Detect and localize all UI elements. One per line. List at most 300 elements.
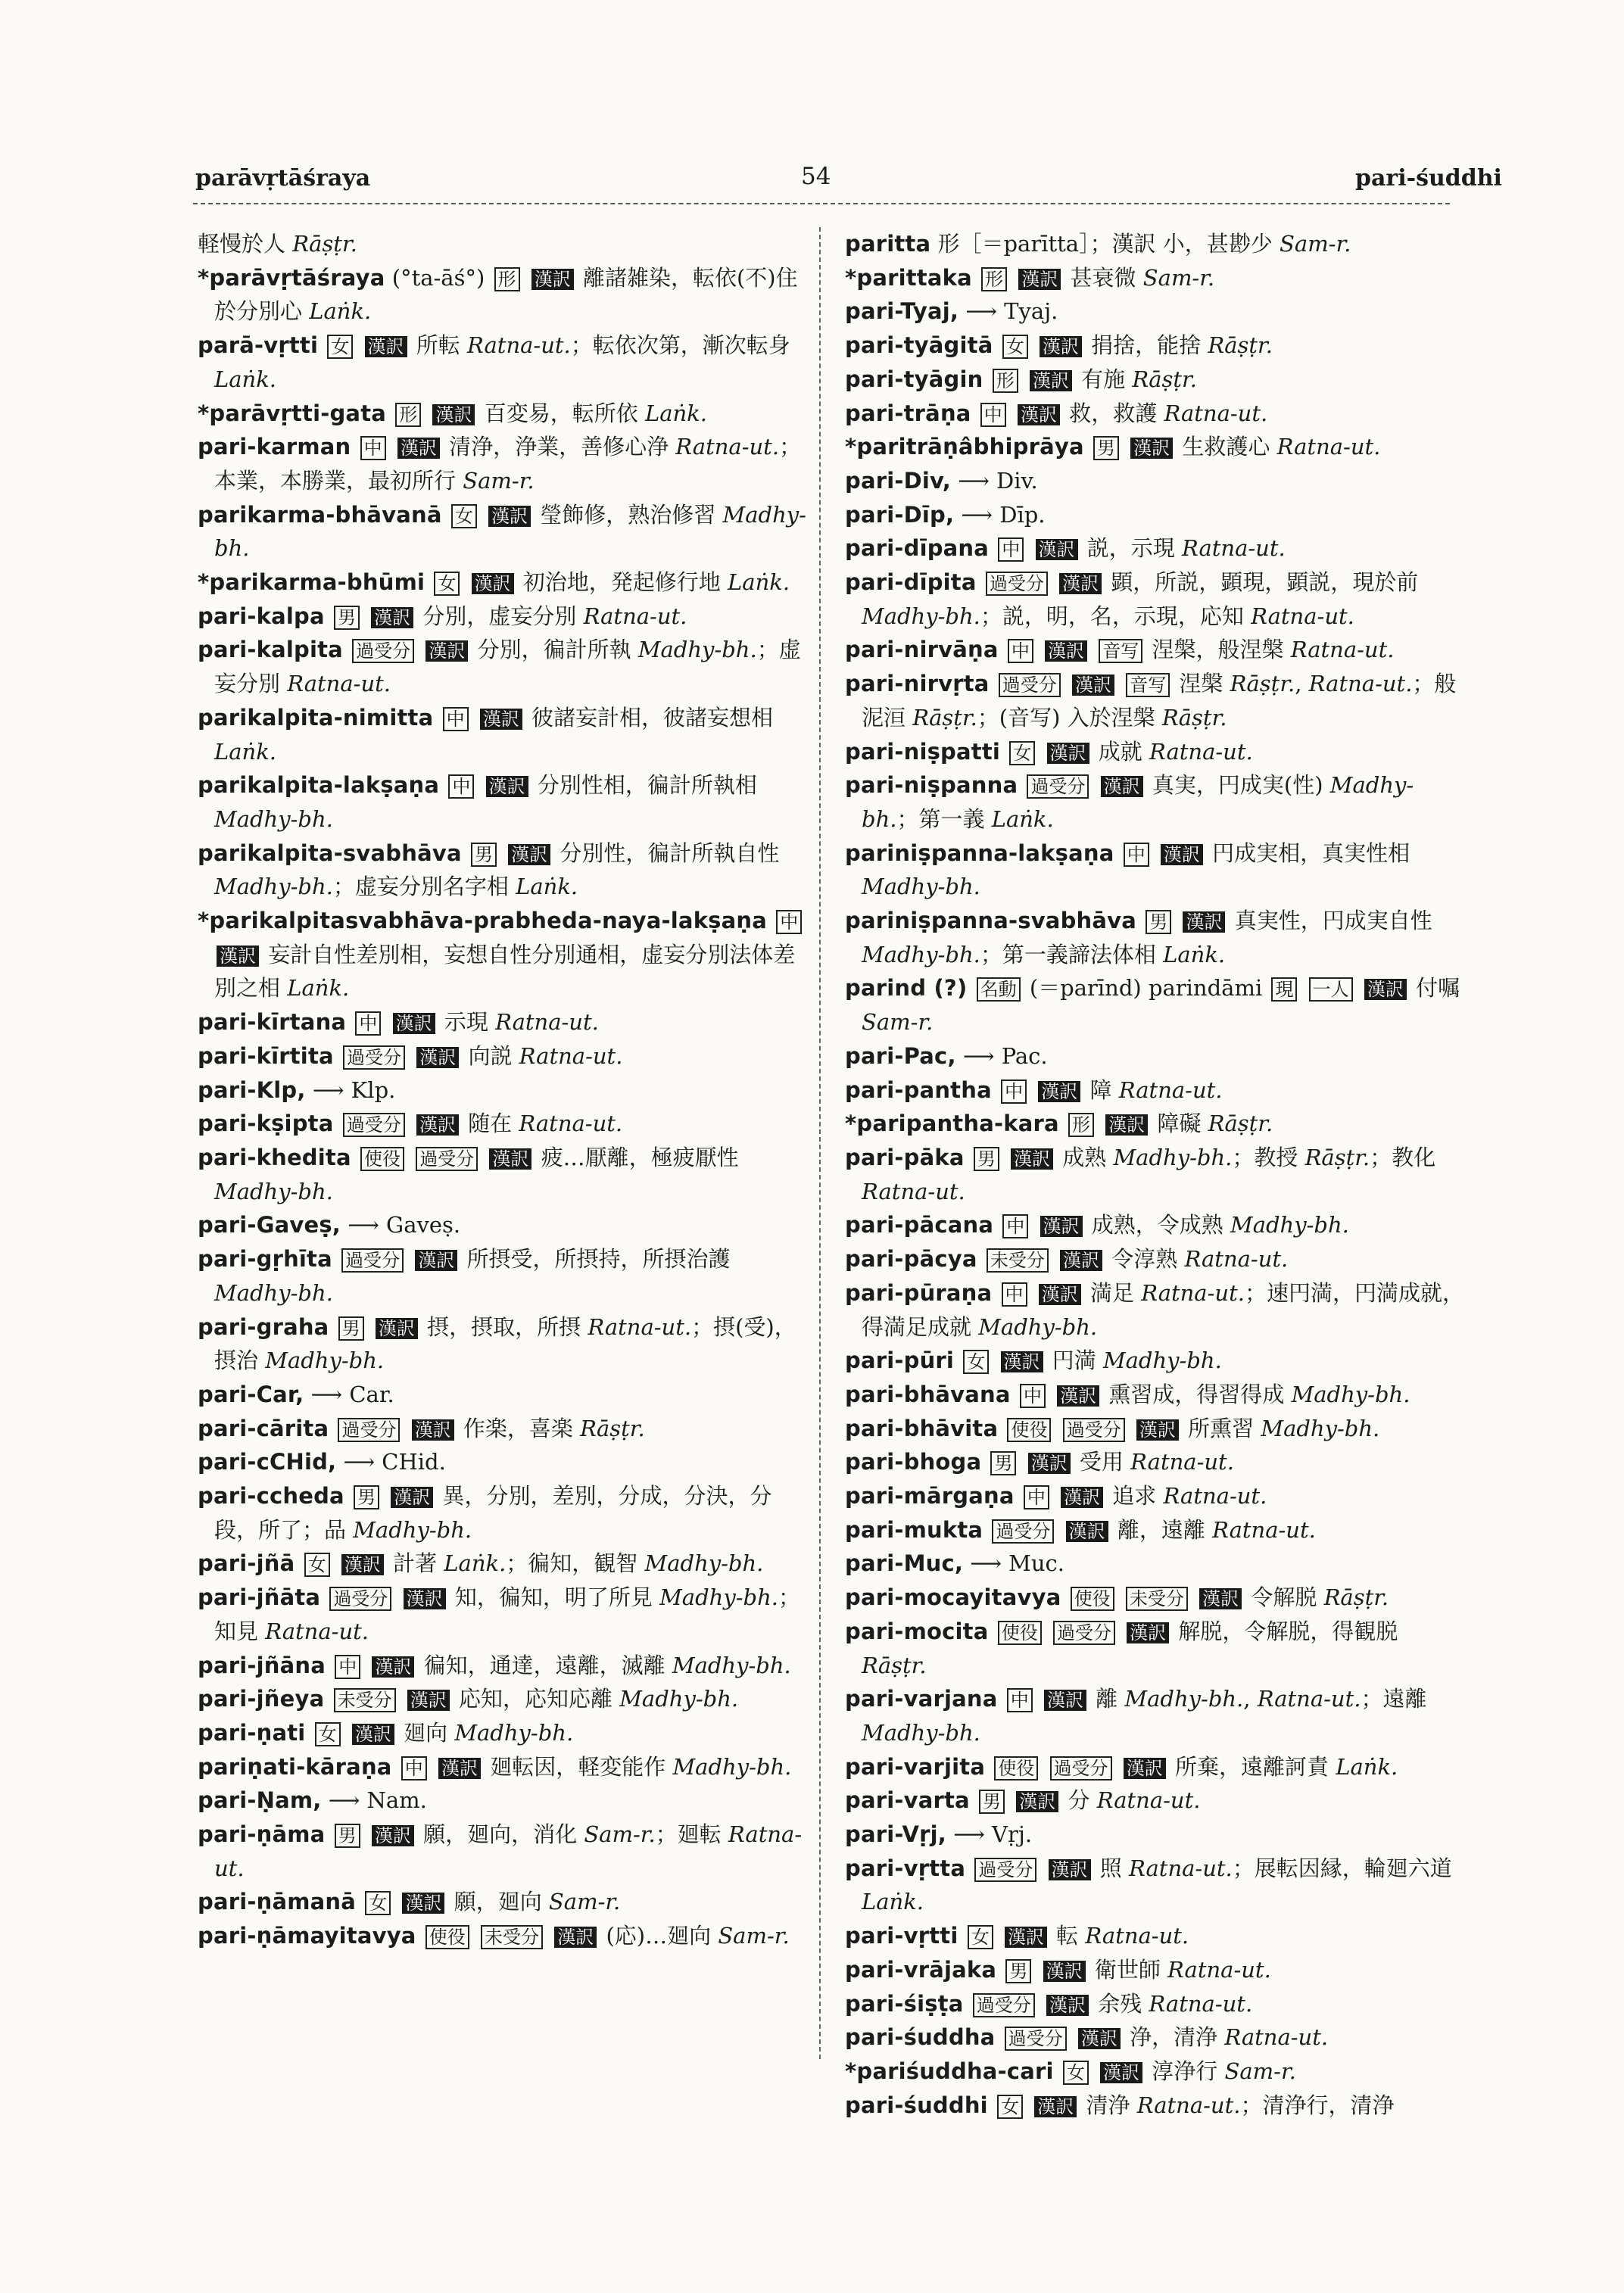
kanyaku-label: 漢訳	[486, 776, 528, 797]
headword: parikalpita-nimitta	[198, 704, 434, 731]
source-abbreviation: Madhy-bh.	[1261, 1415, 1380, 1441]
dictionary-entry: *paritrāṇâbhiprāya 男 漢訳 生救護心 Ratna-ut.	[845, 434, 1381, 460]
dictionary-entry: pari-jñāta 過受分 漢訳 知，徧知，明了所見 Madhy-bh.；知見 Ratna-ut.	[198, 1584, 800, 1644]
headword: pari-bhoga	[845, 1449, 982, 1475]
source-abbreviation: Laṅk.	[516, 874, 578, 900]
grammar-tag: 中	[980, 403, 1006, 427]
dictionary-entry: pari-kṣipta 過受分 漢訳 随在 Ratna-ut.	[198, 1111, 623, 1137]
dictionary-entry: pari-graha 男 漢訳 摂，摂取，所摂 Ratna-ut.；摂(受)，摂治 Madhy-bh.	[198, 1313, 796, 1374]
source-abbreviation: Madhy-bh.	[659, 1584, 778, 1611]
dictionary-entry: pari-pāka 男 漢訳 成熟 Madhy-bh.；教授 Rāṣṭr.；教化 Ratna-ut.	[845, 1144, 1436, 1204]
headword: pari-ṇāmanā	[198, 1889, 357, 1915]
grammar-tag: 女	[315, 1722, 341, 1746]
grammar-tag: 中	[443, 707, 469, 731]
grammar-tag: 男	[1146, 910, 1171, 934]
headword: paritta	[845, 231, 931, 257]
grammar-tag: 過受分	[1050, 1756, 1112, 1781]
kanyaku-label: 漢訳	[352, 1724, 394, 1745]
source-abbreviation: Ratna-ut.	[519, 1111, 623, 1137]
source-abbreviation: Ratna-ut.	[265, 1618, 369, 1644]
kanyaku-label: 漢訳	[404, 1588, 446, 1609]
headword: pari-trāṇa	[845, 400, 971, 426]
grammar-tag: 過受分	[329, 1587, 391, 1611]
source-abbreviation: Rāṣṭr.	[292, 231, 357, 257]
dictionary-entry: pari-varta 男 漢訳 分 Ratna-ut.	[845, 1787, 1201, 1814]
source-abbreviation: Madhy-bh.	[1124, 1686, 1244, 1712]
headword: pari-cCHid,	[198, 1449, 337, 1475]
headword: pari-kalpita	[198, 637, 343, 663]
source-abbreviation: Madhy-bh.	[672, 1652, 791, 1678]
source-abbreviation: Ratna-ut.	[1290, 637, 1395, 663]
grammar-tag: 女	[434, 572, 460, 596]
source-abbreviation: Ratna-ut.	[1212, 1516, 1316, 1543]
column-separator	[819, 227, 821, 2059]
grammar-tag: 過受分	[1063, 1418, 1125, 1442]
headword: pari-śuddhi	[845, 2092, 988, 2118]
grammar-tag: 未受分	[1126, 1587, 1188, 1611]
source-abbreviation: Madhy-bh.	[214, 874, 333, 900]
headword: *paripantha-kara	[845, 1111, 1059, 1137]
grammar-tag: 過受分	[1053, 1621, 1115, 1645]
headword: pari-khedita	[198, 1144, 351, 1170]
grammar-tag: 中	[335, 1655, 360, 1679]
headword: pari-pūraṇa	[845, 1279, 993, 1306]
grammar-tag: 過受分	[974, 1858, 1036, 1882]
grammar-tag: 女	[327, 335, 353, 359]
grammar-tag: 中	[1020, 1384, 1046, 1408]
grammar-tag: 中	[1002, 1282, 1027, 1307]
grammar-tag: 一人	[1309, 977, 1353, 1002]
dictionary-entry: parikalpita-svabhāva 男 漢訳 分別性，徧計所執自性 Madhy-bh.；虚妄分別名字相 Laṅk.	[198, 840, 780, 900]
dictionary-entry: pari-bhāvana 中 漢訳 熏習成，得習得成 Madhy-bh.	[845, 1381, 1410, 1407]
source-abbreviation: Madhy-bh.	[862, 1719, 980, 1746]
dictionary-entry: pari-nirvṛta 過受分 漢訳 音写 涅槃 Rāṣṭr., Ratna-ut.；般泥洹 Rāṣṭr.；(音写) 入於涅槃 Rāṣṭr.	[845, 671, 1457, 731]
right-column	[840, 227, 1469, 2122]
headword: pari-mārgaṇa	[845, 1483, 1015, 1509]
dictionary-entry: parā-vṛtti 女 漢訳 所転 Ratna-ut.；転依次第，漸次転身 Laṅk.	[198, 332, 790, 392]
source-abbreviation: Madhy-bh.	[862, 874, 980, 900]
dictionary-entry: pariniṣpanna-svabhāva 男 漢訳 真実性，円成実自性 Madhy-bh.；第一義諦法体相 Laṅk.	[845, 908, 1432, 967]
grammar-tag: 男	[338, 1316, 364, 1341]
dictionary-entry: pari-mukta 過受分 漢訳 離，遠離 Ratna-ut.	[845, 1516, 1316, 1543]
headword: pari-jñāna	[198, 1652, 326, 1678]
grammar-tag: 女	[968, 1925, 993, 1949]
headword: pariniṣpanna-lakṣaṇa	[845, 840, 1114, 866]
source-abbreviation: Ratna-ut.	[1130, 1449, 1234, 1475]
source-abbreviation: Ratna-ut.	[467, 332, 571, 359]
headword: *paritrāṇâbhiprāya	[845, 434, 1084, 460]
grammar-tag: 女	[1063, 2061, 1089, 2085]
source-abbreviation: Rāṣṭr.	[912, 704, 977, 731]
grammar-tag: 中	[1002, 1214, 1028, 1238]
dictionary-entry: parikalpita-lakṣaṇa 中 漢訳 分別性相，徧計所執相 Madhy-bh.	[198, 772, 757, 832]
source-abbreviation: Ratna-ut.	[1167, 1956, 1271, 1983]
kanyaku-label: 漢訳	[1045, 640, 1087, 662]
source-abbreviation: Madhy-bh.	[1102, 1347, 1222, 1374]
dictionary-entry: pari-vṛtti 女 漢訳 転 Ratna-ut.	[845, 1923, 1189, 1949]
grammar-tag: 中	[1008, 639, 1033, 663]
dictionary-entry: pari-pācana 中 漢訳 成熟，令成熟 Madhy-bh.	[845, 1212, 1349, 1238]
grammar-tag: 中	[355, 1011, 381, 1036]
headword: pari-tyāgitā	[845, 332, 993, 359]
kanyaku-label: 漢訳	[1039, 1284, 1081, 1305]
grammar-tag: 中	[1024, 1485, 1049, 1509]
kanyaku-label: 漢訳	[1034, 2096, 1077, 2117]
headword: pari-Div,	[845, 467, 951, 494]
dictionary-entry: pari-kīrtita 過受分 漢訳 向説 Ratna-ut.	[198, 1042, 623, 1069]
source-abbreviation: Madhy-bh.	[862, 603, 980, 629]
headword: pari-vṛtti	[845, 1923, 959, 1949]
grammar-tag: 女	[1002, 335, 1028, 359]
kanyaku-label: 漢訳	[365, 336, 407, 357]
dictionary-entry: pari-ṇāmanā 女 漢訳 願，廻向 Sam-r.	[198, 1889, 621, 1915]
dictionary-entry: *parikalpitasvabhāva-prabheda-naya-lakṣaṇa 中 漢訳 妄計自性差別相，妄想自性分別通相，虚妄分別法体差別之相 Laṅk.	[193, 904, 814, 1005]
headword: pari-kīrtita	[198, 1042, 334, 1069]
kanyaku-label: 漢訳	[402, 1893, 444, 1914]
source-abbreviation: Ratna-ut.	[583, 603, 687, 629]
kanyaku-label: 漢訳	[531, 269, 574, 290]
grammar-tag: 過受分	[986, 572, 1048, 596]
kanyaku-label: 漢訳	[1124, 1758, 1166, 1779]
source-abbreviation: Laṅk.	[728, 569, 790, 596]
grammar-tag: 過受分	[973, 1993, 1035, 2017]
grammar-tag: 形	[494, 267, 520, 291]
dictionary-entry: pari-niṣpatti 女 漢訳 成就 Ratna-ut.	[845, 738, 1253, 765]
source-abbreviation: Ratna-ut.	[1149, 1990, 1253, 2017]
dictionary-entry: parikarma-bhāvanā 女 漢訳 瑩飾修，熟治修習 Madhy-bh.	[198, 501, 806, 562]
headword: pari-śuddha	[845, 2024, 996, 2051]
grammar-tag: 中	[1007, 1688, 1033, 1712]
headword: pari-nirvṛta	[845, 671, 990, 697]
dictionary-entry: *parāvṛtti-gata 形 漢訳 百変易，転所依 Laṅk.	[198, 400, 707, 426]
dictionary-entry: pari-dīpita 過受分 漢訳 顕，所説，顕現，顕説，現於前 Madhy-bh.；説，明，名，示現，応知 Ratna-ut.	[845, 569, 1419, 629]
dictionary-entry: pari-pūri 女 漢訳 円満 Madhy-bh.	[845, 1347, 1222, 1374]
source-abbreviation: Madhy-bh.	[644, 1550, 764, 1577]
source-abbreviation: Madhy-bh.	[619, 1686, 739, 1712]
kanyaku-label: 漢訳	[1105, 1114, 1148, 1136]
source-abbreviation: Rāṣṭr.	[1208, 332, 1273, 359]
headword: pari-śiṣṭa	[845, 1990, 964, 2017]
kanyaku-label: 漢訳	[416, 1114, 459, 1136]
source-abbreviation: Ratna-ut.	[1141, 1279, 1245, 1306]
source-abbreviation: Rāṣṭr.	[1304, 1144, 1370, 1170]
dictionary-entry: pari-karman 中 漢訳 清浄，浄業，善修心浄 Ratna-ut.；本業，本勝業，最初所行 Sam-r.	[198, 434, 802, 494]
source-abbreviation: Rāṣṭr.	[1323, 1584, 1389, 1611]
headword: pari-varjana	[845, 1686, 998, 1712]
kanyaku-label: 漢訳	[1016, 1791, 1058, 1812]
source-abbreviation: Madhy-bh.	[1291, 1381, 1410, 1407]
headword: pari-mocita	[845, 1618, 989, 1644]
grammar-tag: 使役	[360, 1147, 404, 1171]
headword: pari-pūri	[845, 1347, 955, 1374]
grammar-tag: 形	[993, 369, 1018, 393]
source-abbreviation: Madhy-bh.	[978, 1313, 1098, 1340]
dictionary-entry: pari-cārita 過受分 漢訳 作楽，喜楽 Rāṣṭr.	[198, 1415, 645, 1441]
source-abbreviation: Ratna-ut.	[1184, 1246, 1289, 1273]
headword: pariniṣpanna-svabhāva	[845, 908, 1137, 934]
kanyaku-label: 漢訳	[1059, 573, 1102, 594]
headword: pariṇati-kāraṇa	[198, 1753, 392, 1780]
headword: pari-varta	[845, 1787, 970, 1814]
headword: pari-pācya	[845, 1246, 977, 1273]
headword: pari-niṣpatti	[845, 738, 1001, 765]
kanyaku-label: 漢訳	[1018, 269, 1061, 290]
dictionary-entry: pari-pācya 未受分 漢訳 令淳熟 Ratna-ut.	[845, 1246, 1289, 1273]
source-abbreviation: Madhy-bh.	[214, 805, 333, 832]
kanyaku-label: 漢訳	[397, 438, 440, 459]
kanyaku-label: 漢訳	[1127, 1622, 1169, 1643]
headword: pari-kṣipta	[198, 1111, 334, 1137]
kanyaku-label: 漢訳	[1011, 1148, 1053, 1170]
source-abbreviation: Madhy-bh.	[672, 1753, 792, 1780]
headword: parikalpita-svabhāva	[198, 840, 462, 866]
kanyaku-label: 漢訳	[432, 404, 475, 425]
kanyaku-label: 漢訳	[416, 1047, 459, 1068]
source-abbreviation: Madhy-bh.	[1230, 1212, 1349, 1238]
grammar-tag: 使役	[994, 1756, 1038, 1781]
kanyaku-label: 漢訳	[554, 1927, 597, 1948]
source-abbreviation: Ratna-ut.	[1096, 1787, 1201, 1814]
running-head-left: parāvṛtāśraya	[195, 165, 371, 192]
dictionary-entry: pari-Muc, ⟶ Muc.	[845, 1550, 1064, 1577]
headword: pari-cārita	[198, 1415, 329, 1441]
dictionary-entry: pari-jñeya 未受分 漢訳 応知，応知応離 Madhy-bh.	[198, 1686, 739, 1712]
source-abbreviation: Ratna-ut.	[1129, 1855, 1233, 1881]
source-abbreviation: Laṅk.	[1336, 1753, 1398, 1780]
headword: pari-varjita	[845, 1753, 986, 1780]
source-abbreviation: Ratna-ut.	[1149, 738, 1253, 765]
source-abbreviation: Laṅk.	[862, 1889, 924, 1915]
grammar-tag: 音写	[1099, 639, 1142, 663]
headword: *parittaka	[845, 264, 972, 291]
grammar-tag: 中	[776, 910, 802, 934]
source-abbreviation: Madhy-bh.	[454, 1719, 574, 1746]
dictionary-entry: pari-tyāgitā 女 漢訳 捐捨，能捨 Rāṣṭr.	[845, 332, 1273, 359]
grammar-tag: 形	[395, 403, 421, 427]
kanyaku-label: 漢訳	[371, 607, 413, 628]
headword: pari-Vṛj,	[845, 1821, 946, 1848]
dictionary-entry: pari-gṛhīta 過受分 漢訳 所摂受，所摂持，所摂治護 Madhy-bh.	[198, 1246, 731, 1306]
dictionary-entry: pari-Gaveṣ, ⟶ Gaveṣ.	[198, 1212, 461, 1238]
source-abbreviation: Laṅk.	[214, 738, 277, 765]
source-abbreviation: Ratna-ut.	[588, 1313, 692, 1340]
headword: pari-dīpana	[845, 535, 990, 562]
headword: pari-gṛhīta	[198, 1246, 332, 1273]
headword: pari-graha	[198, 1313, 329, 1340]
source-abbreviation: Laṅk.	[444, 1550, 507, 1577]
source-abbreviation: Laṅk.	[214, 366, 277, 392]
kanyaku-label: 漢訳	[1044, 1690, 1086, 1711]
dictionary-entry: pari-cCHid, ⟶ CHid.	[198, 1449, 446, 1475]
kanyaku-label: 漢訳	[480, 709, 522, 730]
kanyaku-label: 漢訳	[1061, 1487, 1103, 1508]
dictionary-entry: pari-Tyaj, ⟶ Tyaj.	[845, 298, 1058, 325]
grammar-tag: 過受分	[992, 1519, 1054, 1544]
source-abbreviation: Ratna-ut.	[1085, 1923, 1189, 1949]
kanyaku-label: 漢訳	[341, 1554, 384, 1575]
kanyaku-label: 漢訳	[489, 1148, 531, 1170]
headword: pari-jñā	[198, 1550, 295, 1577]
kanyaku-label: 漢訳	[508, 844, 550, 865]
source-abbreviation: Rāṣṭr.	[862, 1652, 927, 1678]
dictionary-entry: pari-Pac, ⟶ Pac.	[845, 1042, 1048, 1069]
kanyaku-label: 漢訳	[1060, 1250, 1102, 1271]
headword: parikarma-bhāvanā	[198, 501, 442, 528]
kanyaku-label: 漢訳	[372, 1656, 414, 1678]
dictionary-entry: pari-jñā 女 漢訳 計著 Laṅk.；徧知，観智 Madhy-bh.	[198, 1550, 764, 1577]
headword: pari-mukta	[845, 1516, 983, 1543]
kanyaku-label: 漢訳	[1040, 1216, 1083, 1237]
kanyaku-label: 漢訳	[1072, 675, 1114, 696]
grammar-tag: 中	[1001, 1080, 1027, 1104]
source-abbreviation: Madhy-bh.	[214, 1279, 333, 1306]
grammar-tag: 未受分	[481, 1925, 543, 1949]
grammar-tag: 使役	[1007, 1418, 1051, 1442]
dictionary-entry: *parittaka 形 漢訳 甚衰微 Sam-r.	[845, 264, 1215, 291]
grammar-tag: 中	[448, 774, 474, 799]
source-abbreviation: Madhy-bh.	[637, 637, 757, 663]
source-abbreviation: Laṅk.	[644, 400, 707, 426]
source-abbreviation: Rāṣṭr.	[580, 1415, 645, 1441]
headword: pari-mocayitavya	[845, 1584, 1061, 1611]
dictionary-entry: pari-trāṇa 中 漢訳 救，救護 Ratna-ut.	[845, 400, 1268, 426]
source-abbreviation: Madhy-bh.	[862, 941, 980, 967]
source-abbreviation: Sam-r.	[1142, 264, 1215, 291]
dictionary-entry: pari-śuddha 過受分 漢訳 浄，清浄 Ratna-ut.	[845, 2024, 1329, 2051]
source-abbreviation: Ratna-ut.	[1181, 535, 1286, 562]
source-abbreviation: Rāṣṭr.	[1230, 671, 1295, 697]
kanyaku-label: 漢訳	[372, 1825, 414, 1846]
source-abbreviation: Ratna-ut.	[675, 434, 780, 460]
kanyaku-label: 漢訳	[488, 506, 531, 527]
grammar-tag: 男	[1005, 1959, 1031, 1983]
source-abbreviation: Ratna-ut.	[495, 1009, 599, 1036]
dictionary-entry: *parāvṛtāśraya (°ta-āś°) 形 漢訳 離諸雑染，転依(不)住於分別心 Laṅk.	[198, 264, 798, 325]
dictionary-entry: pari-śuddhi 女 漢訳 清浄 Ratna-ut.；清浄行，清浄	[845, 2092, 1395, 2118]
dictionary-entry: pari-nirvāṇa 中 漢訳 音写 涅槃，般涅槃 Ratna-ut.	[845, 637, 1395, 663]
source-abbreviation: Madhy-bh.	[214, 501, 806, 562]
headword: pari-jñāta	[198, 1584, 321, 1611]
kanyaku-label: 漢訳	[1078, 2028, 1121, 2049]
headword: pari-vṛtta	[845, 1855, 966, 1881]
grammar-tag: 未受分	[987, 1248, 1049, 1273]
source-abbreviation: Madhy-bh.	[1113, 1144, 1233, 1170]
dictionary-entry: *pariśuddha-cari 女 漢訳 淳浄行 Sam-r.	[845, 2058, 1296, 2084]
headword: *parikalpitasvabhāva-prabheda-naya-lakṣaṇa	[198, 908, 768, 934]
source-abbreviation: Ratna-ut.	[1224, 2024, 1329, 2051]
grammar-tag: 過受分	[999, 673, 1061, 697]
dictionary-entry: pari-ṇati 女 漢訳 廻向 Madhy-bh.	[198, 1719, 574, 1746]
dictionary-entry: pari-Div, ⟶ Div.	[845, 467, 1038, 494]
headword: pari-dīpita	[845, 569, 977, 596]
kanyaku-label: 漢訳	[1364, 979, 1407, 1000]
grammar-tag: 音写	[1126, 673, 1170, 697]
dictionary-entry: pari-ṇāma 男 漢訳 願，廻向，消化 Sam-r.；廻転 Ratna-ut.	[198, 1821, 803, 1881]
kanyaku-label: 漢訳	[1040, 336, 1082, 357]
headword: pari-tyāgin	[845, 366, 983, 392]
source-abbreviation: Sam-r.	[548, 1889, 621, 1915]
dictionary-entry: paritta 形［＝parītta］；漢訳 小，甚尠少 Sam-r.	[845, 231, 1351, 257]
dictionary-entry: pari-mocita 使役 過受分 漢訳 解脱，令解脱，得観脱 Rāṣṭr.	[845, 1618, 1398, 1678]
kanyaku-label: 漢訳	[1018, 404, 1060, 425]
kanyaku-label: 漢訳	[217, 946, 259, 967]
grammar-tag: 男	[334, 606, 360, 630]
kanyaku-label: 漢訳	[376, 1318, 418, 1339]
source-abbreviation: Ratna-ut.	[1276, 434, 1381, 460]
kanyaku-label: 漢訳	[1028, 1453, 1071, 1474]
source-abbreviation: Ratna-ut.	[287, 671, 391, 697]
grammar-tag: 女	[365, 1891, 391, 1915]
dictionary-entry: pari-tyāgin 形 漢訳 有施 Rāṣṭr.	[845, 366, 1197, 392]
source-abbreviation: Ratna-ut.	[1163, 1483, 1267, 1509]
dictionary-entry: pariṇati-kāraṇa 中 漢訳 廻転因，軽変能作 Madhy-bh.	[198, 1753, 792, 1780]
kanyaku-label: 漢訳	[1066, 1521, 1108, 1542]
headword: pari-Pac,	[845, 1042, 956, 1069]
kanyaku-label: 漢訳	[1136, 1419, 1179, 1441]
dictionary-entry: pari-Ṇam, ⟶ Nam.	[198, 1787, 427, 1814]
headword: parā-vṛtti	[198, 332, 319, 359]
headword: pari-ccheda	[198, 1483, 344, 1509]
dictionary-entry: pari-kalpita 過受分 漢訳 分別，徧計所執 Madhy-bh.；虚妄分別 Ratna-ut.	[198, 637, 801, 697]
headword: pari-Ṇam,	[198, 1787, 322, 1814]
dictionary-entry: pari-khedita 使役 過受分 漢訳 疲…厭離，極疲厭性 Madhy-bh.	[198, 1144, 739, 1204]
grammar-tag: 女	[451, 504, 477, 528]
dictionary-entry: parikalpita-nimitta 中 漢訳 彼諸妄計相，彼諸妄想相 Laṅk.	[198, 704, 774, 765]
left-column	[193, 227, 814, 1953]
grammar-tag: 形	[981, 267, 1007, 291]
dictionary-entry: *parikarma-bhūmi 女 漢訳 初治地，発起修行地 Laṅk.	[198, 569, 790, 596]
kanyaku-label: 漢訳	[412, 1419, 454, 1441]
source-abbreviation: Sam-r.	[1224, 2058, 1296, 2084]
source-abbreviation: Laṅk.	[991, 805, 1054, 832]
dictionary-entry: 軽慢於人 Rāṣṭr.	[198, 231, 357, 257]
grammar-tag: 男	[354, 1485, 379, 1509]
grammar-tag: 使役	[1071, 1587, 1114, 1611]
headword: pari-bhāvana	[845, 1381, 1011, 1407]
headword: pari-pācana	[845, 1212, 994, 1238]
source-abbreviation: Sam-r.	[718, 1923, 790, 1949]
grammar-tag: 未受分	[334, 1688, 396, 1712]
dictionary-entry: pari-Dīp, ⟶ Dīp.	[845, 501, 1046, 528]
headword: pari-ṇāmayitavya	[198, 1923, 416, 1949]
headword: pari-karman	[198, 434, 351, 460]
source-abbreviation: Ratna-ut.	[862, 1178, 965, 1204]
dictionary-entry: pari-varjita 使役 過受分 漢訳 所棄，遠離訶責 Laṅk.	[845, 1753, 1398, 1780]
headword: parind (?)	[845, 975, 968, 1002]
source-abbreviation: Rāṣṭr.	[1161, 704, 1227, 731]
dictionary-entry: pari-ccheda 男 漢訳 異，分別，差別，分成，分決，分段，所了；品 Madhy-bh.	[198, 1483, 772, 1543]
grammar-tag: 男	[1093, 436, 1119, 460]
headword: pari-Muc,	[845, 1550, 964, 1577]
kanyaku-label: 漢訳	[1005, 1927, 1047, 1948]
kanyaku-label: 漢訳	[438, 1758, 481, 1779]
kanyaku-label: 漢訳	[1161, 844, 1203, 865]
kanyaku-label: 漢訳	[407, 1690, 450, 1711]
headword: pari-bhāvita	[845, 1415, 999, 1441]
source-abbreviation: Ratna-ut.	[1308, 671, 1413, 697]
grammar-tag: 過受分	[352, 639, 414, 663]
kanyaku-label: 漢訳	[1036, 539, 1078, 560]
headword: pari-Dīp,	[845, 501, 955, 528]
source-abbreviation: Laṅk.	[287, 975, 350, 1002]
source-abbreviation: Ratna-ut.	[519, 1042, 623, 1069]
source-abbreviation: Sam-r.	[1280, 231, 1351, 257]
dictionary-entry: pari-Klp, ⟶ Klp.	[198, 1076, 396, 1103]
running-head-right: pari-śuddhi	[1355, 165, 1502, 192]
dictionary-entry: pari-jñāna 中 漢訳 徧知，通達，遠離，滅離 Madhy-bh.	[198, 1652, 791, 1678]
dictionary-entry: pari-niṣpanna 過受分 漢訳 真実，円成実(性) Madhy-bh.；第一義 Laṅk.	[845, 772, 1414, 832]
dictionary-entry: pari-Vṛj, ⟶ Vṛj.	[845, 1821, 1033, 1848]
